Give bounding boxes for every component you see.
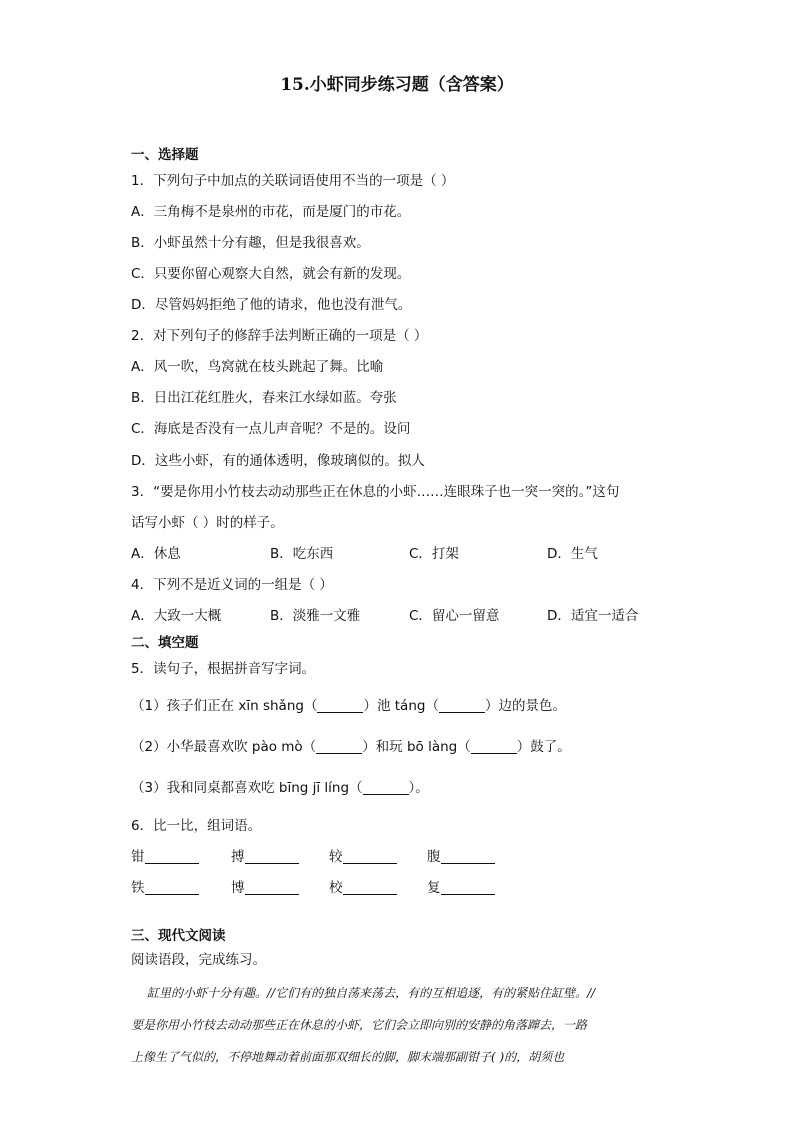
question-2-option-d: D．这些小虾，有的通体透明，像玻璃似的。拟人 xyxy=(131,453,425,469)
word-compare-item: 搏 xyxy=(231,848,299,866)
question-1-option-c: C．只要你留心观察大自然，就会有新的发现。 xyxy=(131,266,411,282)
question-4-option-b: B．淡雅一文雅 xyxy=(270,608,361,624)
answer-blank[interactable] xyxy=(441,880,495,895)
question-3-option-b: B．吃东西 xyxy=(270,546,334,562)
question-5-stem: 5．读句子，根据拼音写字词。 xyxy=(131,661,316,677)
question-2-stem: 2．对下列句子的修辞手法判断正确的一项是（ ） xyxy=(131,328,428,344)
reading-instruction: 阅读语段，完成练习。 xyxy=(131,952,266,968)
page-title: 15.小虾同步练习题（含答案） xyxy=(280,75,514,95)
question-3-option-a: A．休息 xyxy=(131,546,181,562)
word-compare-item: 钳 xyxy=(131,848,199,866)
word-compare-item: 铁 xyxy=(131,879,199,897)
answer-blank[interactable] xyxy=(317,698,363,713)
question-5-sentence-1: （1）孩子们正在 xīn shǎng（ ）池 táng（ ）边的景色。 xyxy=(131,698,566,714)
question-3-stem-line-2: 话写小虾（ ）时的样子。 xyxy=(131,515,284,531)
question-5-sentence-2: （2）小华最喜欢吹 pào mò（ ）和玩 bō làng（ ）鼓了。 xyxy=(131,739,571,755)
answer-blank[interactable] xyxy=(471,739,517,754)
question-3-option-d: D．生气 xyxy=(547,546,598,562)
question-3-option-c: C．打架 xyxy=(409,546,459,562)
section-heading-choice: 一、选择题 xyxy=(131,147,199,163)
question-1-option-d: D．尽管妈妈拒绝了他的请求，他也没有泄气。 xyxy=(131,297,412,313)
question-4-stem: 4．下列不是近义词的一组是（ ） xyxy=(131,577,333,593)
passage-line-1: 缸里的小虾十分有趣。//它们有的独自荡来荡去，有的互相追逐，有的紧贴住缸壁。// xyxy=(147,986,596,1000)
answer-blank[interactable] xyxy=(439,698,485,713)
answer-blank[interactable] xyxy=(245,849,299,864)
passage-line-2: 要是你用小竹枝去动动那些正在休息的小虾，它们会立即向别的安静的角落蹿去，一路 xyxy=(131,1018,588,1032)
word-compare-item: 校 xyxy=(329,879,397,897)
question-1-option-b: B．小虾虽然十分有趣，但是我很喜欢。 xyxy=(131,235,370,251)
word-compare-item: 复 xyxy=(427,879,495,897)
word-compare-item: 较 xyxy=(329,848,397,866)
question-6-stem: 6．比一比，组词语。 xyxy=(131,818,262,834)
answer-blank[interactable] xyxy=(316,739,362,754)
answer-blank[interactable] xyxy=(343,880,397,895)
answer-blank[interactable] xyxy=(245,880,299,895)
question-1-stem: 1．下列句子中加点的关联词语使用不当的一项是（ ） xyxy=(131,173,455,189)
answer-blank[interactable] xyxy=(145,880,199,895)
answer-blank[interactable] xyxy=(343,849,397,864)
question-4-option-c: C．留心一留意 xyxy=(409,608,500,624)
answer-blank[interactable] xyxy=(441,849,495,864)
passage-line-3: 上像生了气似的，不停地舞动着前面那双细长的脚，脚末端那副钳子( )的，胡须也 xyxy=(131,1050,565,1064)
question-1-option-a: A．三角梅不是泉州的市花，而是厦门的市花。 xyxy=(131,204,411,220)
question-4-option-a: A．大致一大概 xyxy=(131,608,222,624)
question-2-option-c: C．海底是否没有一点儿声音呢？不是的。设问 xyxy=(131,421,411,437)
question-4-option-d: D．适宜一适合 xyxy=(547,608,639,624)
word-compare-item: 腹 xyxy=(427,848,495,866)
question-2-option-b: B．日出江花红胜火，春来江水绿如蓝。夸张 xyxy=(131,390,397,406)
answer-blank[interactable] xyxy=(145,849,199,864)
question-5-sentence-3: （3）我和同桌都喜欢吃 bīng jī líng（ ）。 xyxy=(131,780,429,796)
question-2-option-a: A．风一吹，鸟窝就在枝头跳起了舞。比喻 xyxy=(131,359,384,375)
answer-blank[interactable] xyxy=(363,780,409,795)
section-heading-fill: 二、填空题 xyxy=(131,635,199,651)
section-heading-reading: 三、现代文阅读 xyxy=(131,928,226,944)
word-compare-item: 博 xyxy=(231,879,299,897)
question-3-stem-line-1: 3．“要是你用小竹枝去动动那些正在休息的小虾……连眼珠子也一突一突的。”这句 xyxy=(131,484,620,500)
